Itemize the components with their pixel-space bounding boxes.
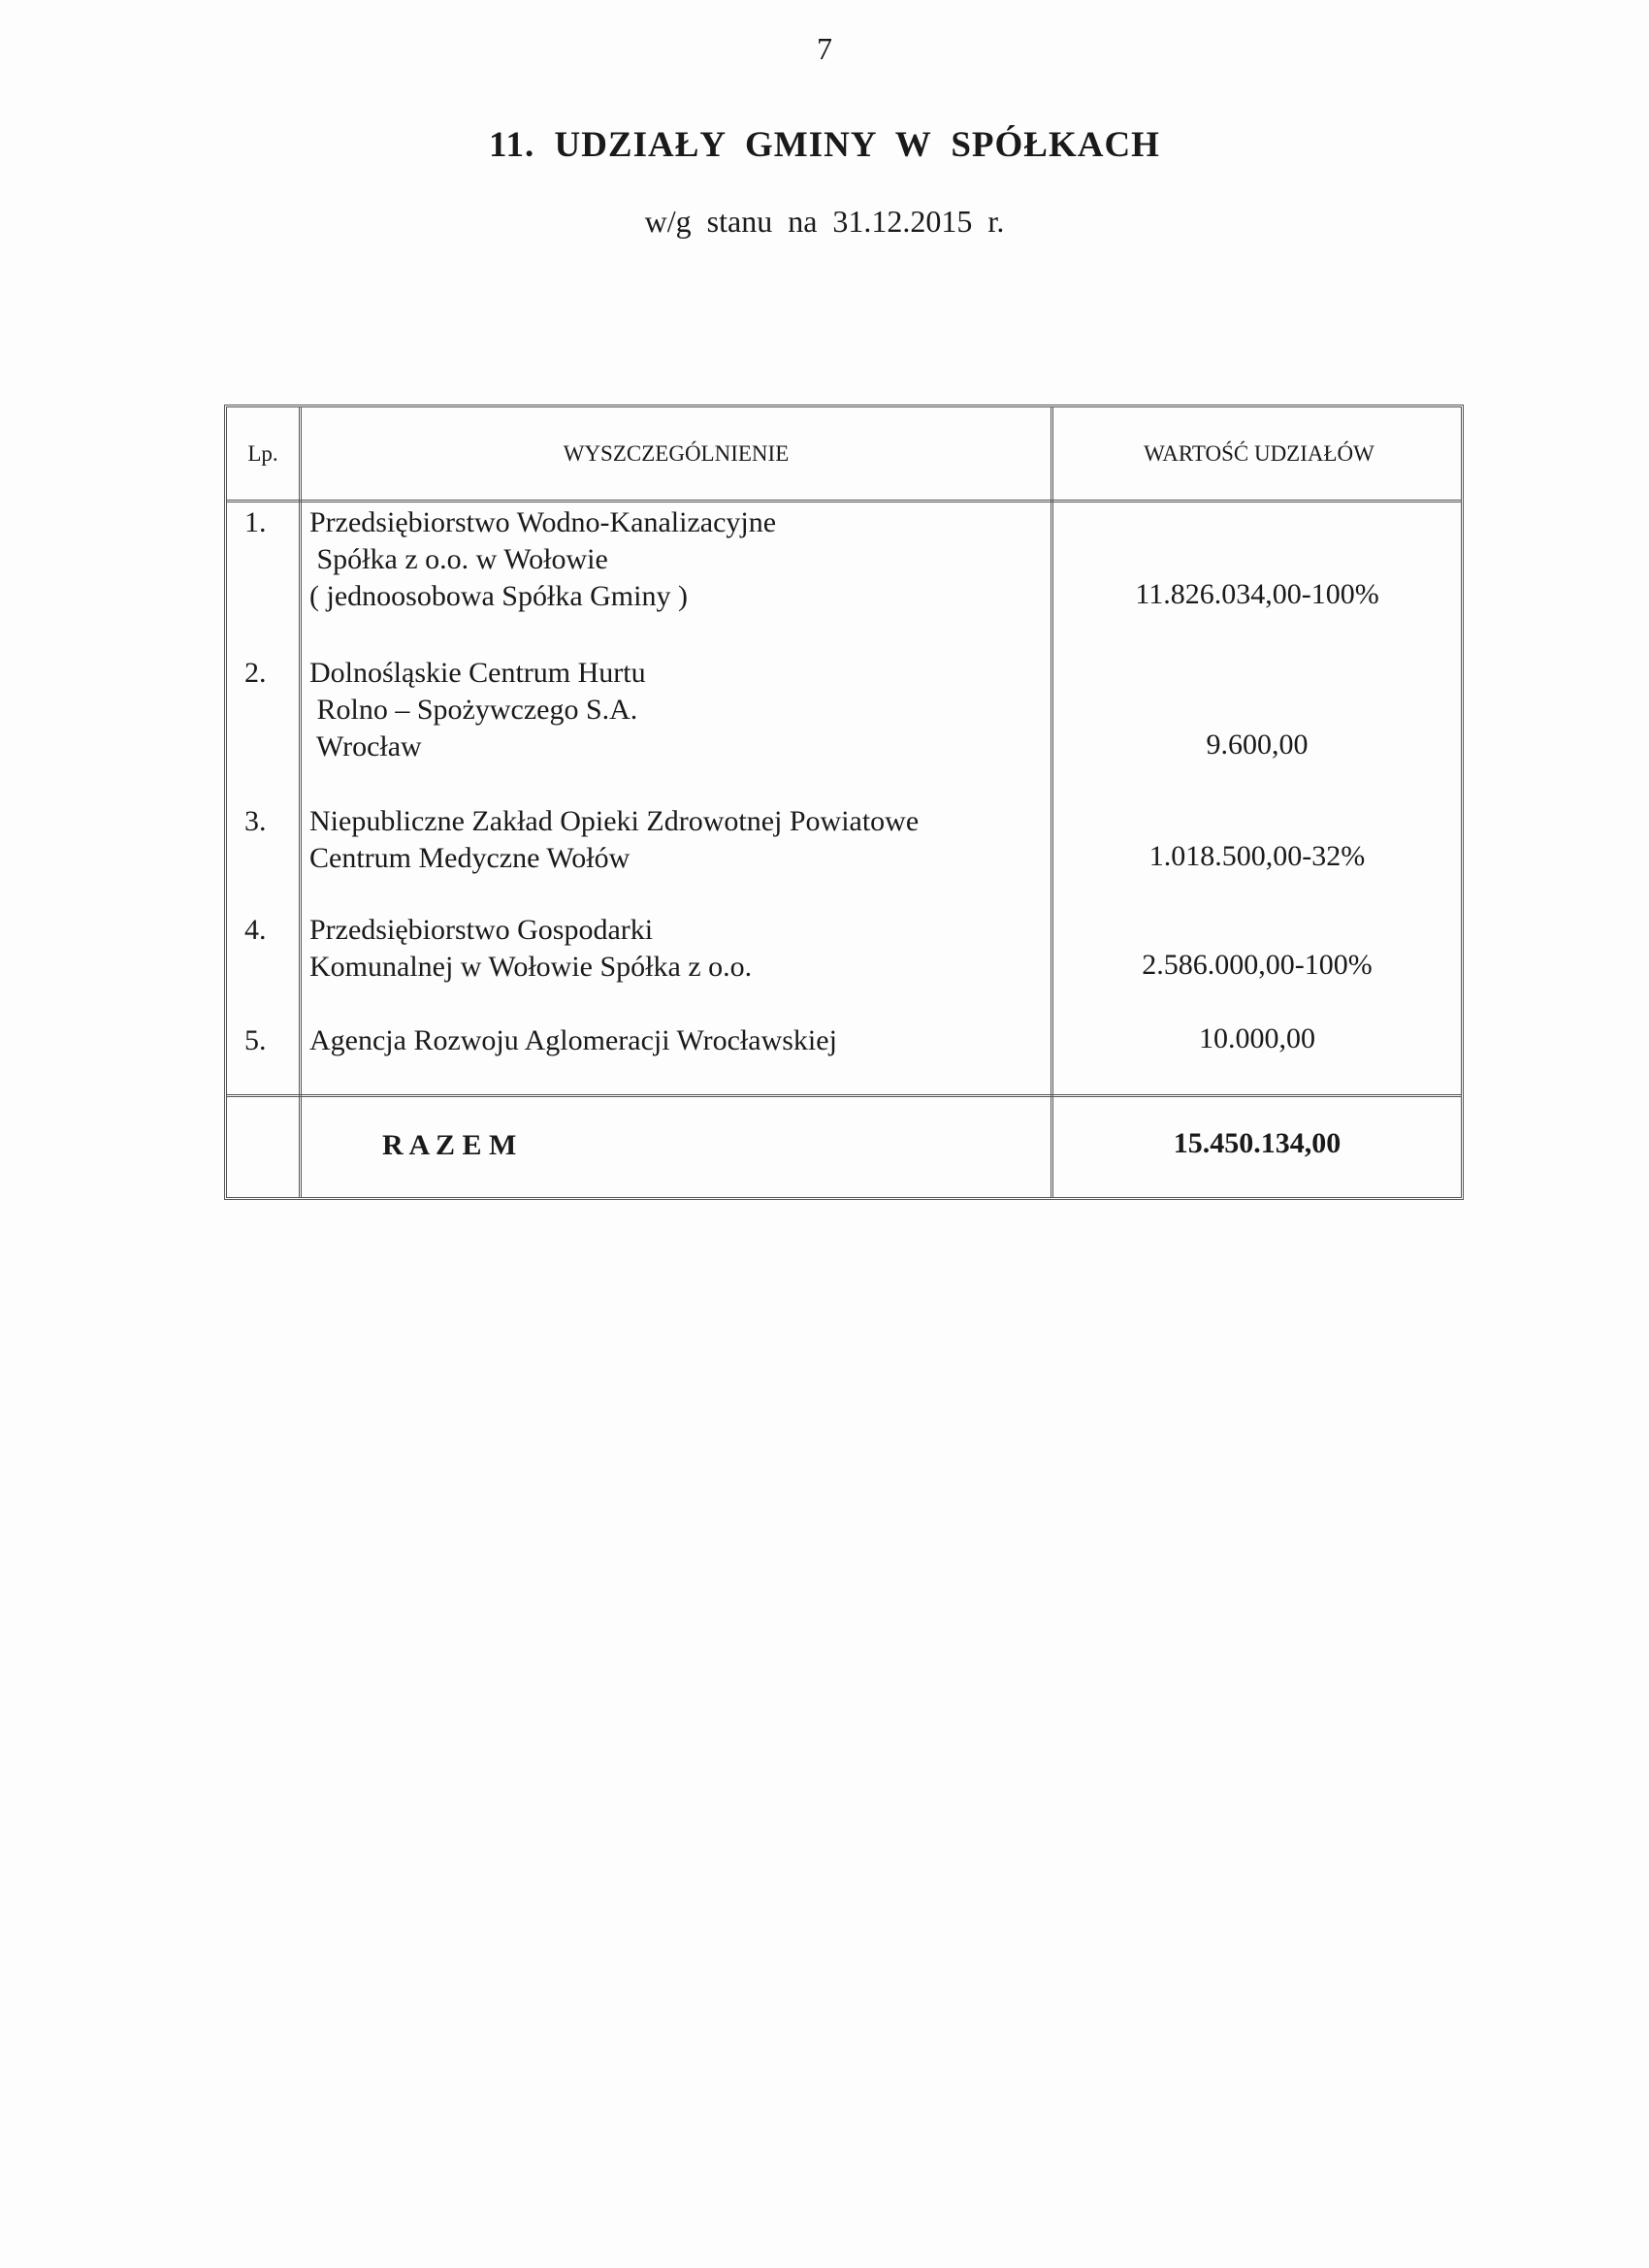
row-name: Przedsiębiorstwo Gospodarki Komunalnej w Wołowie Spółka z o.o. xyxy=(309,914,753,983)
row-lp: 2. xyxy=(244,657,267,689)
page-title: 11. UDZIAŁY GMINY W SPÓŁKACH xyxy=(489,125,1160,165)
header-lp: Lp. xyxy=(247,441,278,466)
row-lp: 3. xyxy=(244,805,267,837)
shares-table xyxy=(224,405,1464,1200)
total-divider xyxy=(227,1094,1461,1097)
row-value: 9.600,00 xyxy=(1206,729,1309,761)
row-lp: 4. xyxy=(244,914,267,946)
header-description: WYSZCZEGÓLNIENIE xyxy=(563,441,790,466)
row-lp: 5. xyxy=(244,1024,267,1056)
page-subtitle: w/g stanu na 31.12.2015 r. xyxy=(644,204,1005,239)
column-divider xyxy=(1051,407,1053,1197)
total-value: 15.450.134,00 xyxy=(1173,1127,1342,1159)
row-value: 10.000,00 xyxy=(1199,1022,1315,1054)
column-divider xyxy=(299,407,302,1197)
row-name: Dolnośląskie Centrum Hurtu Rolno – Spożywczego S.A. Wrocław xyxy=(309,657,646,762)
page-number: 7 xyxy=(817,31,832,66)
row-value: 11.826.034,00-100% xyxy=(1135,578,1379,610)
header-divider xyxy=(227,500,1461,502)
total-label: R A Z E M xyxy=(382,1129,517,1161)
row-value: 1.018.500,00-32% xyxy=(1148,840,1366,872)
row-name: Przedsiębiorstwo Wodno-Kanalizacyjne Spółka z o.o. w Wołowie ( jednoosobowa Spółka Gminy ) xyxy=(309,506,777,612)
row-lp: 1. xyxy=(244,506,267,538)
row-value: 2.586.000,00-100% xyxy=(1142,949,1373,981)
row-name: Agencja Rozwoju Aglomeracji Wrocławskiej xyxy=(309,1024,837,1056)
row-name: Niepubliczne Zakład Opieki Zdrowotnej Powiatowe Centrum Medyczne Wołów xyxy=(309,805,920,874)
header-value: WARTOŚĆ UDZIAŁÓW xyxy=(1144,441,1374,466)
